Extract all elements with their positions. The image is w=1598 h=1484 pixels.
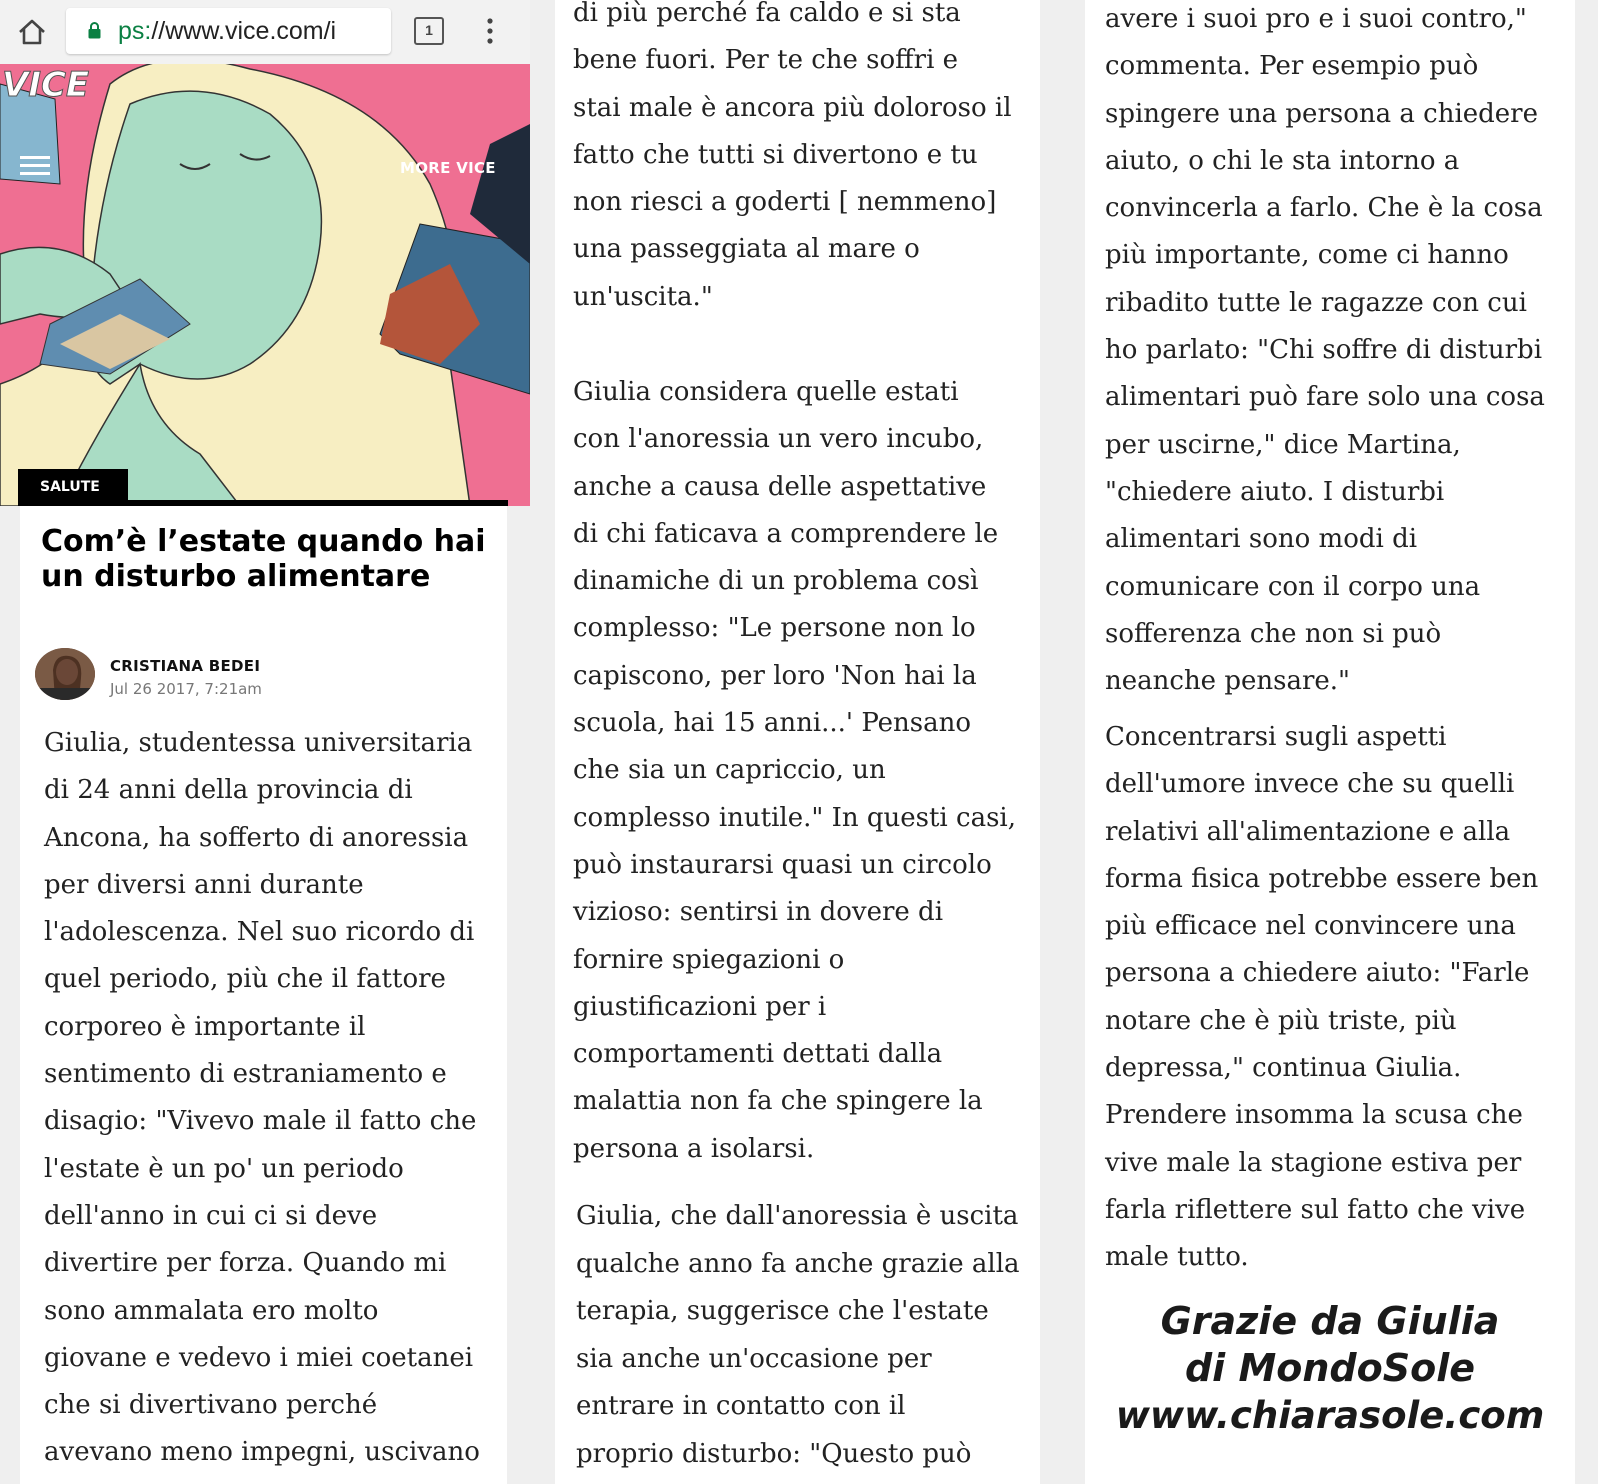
- text-line: alimentari sono modi di: [1105, 524, 1418, 555]
- text-line: corporeo è importante il: [44, 1011, 366, 1042]
- article-column-left: [0, 0, 530, 1484]
- text-line: anche a causa delle aspettative: [573, 471, 987, 502]
- text-line: convincerla a farlo. Che è la cosa: [1105, 193, 1543, 224]
- text-line: relativi all'alimentazione e alla: [1105, 816, 1511, 847]
- illustration-woman-eating-postcards: [0, 64, 530, 506]
- text-line: proprio disturbo: "Questo può: [576, 1438, 972, 1469]
- text-line: complesso inutile." In questi casi,: [573, 802, 1016, 833]
- text-line: sentimento di estraniamento e: [44, 1059, 447, 1090]
- vice-logo[interactable]: [0, 64, 135, 102]
- text-line: bene fuori. Per te che soffri e: [573, 45, 959, 76]
- text-line: forma fisica potrebbe essere ben: [1105, 863, 1539, 894]
- text-line: "chiedere aiuto. I disturbi: [1105, 476, 1445, 507]
- text-line: per diversi anni durante: [44, 869, 364, 900]
- text-line: sia anche un'occasione per: [576, 1343, 932, 1374]
- svg-text:VICE: VICE: [2, 65, 90, 102]
- text-line: neanche pensare.": [1105, 666, 1350, 697]
- article-body-col2-p2: [573, 369, 1016, 1173]
- category-rule: [18, 500, 508, 506]
- text-line: commenta. Per esempio può: [1105, 51, 1479, 82]
- text-line: stai male è ancora più doloroso il: [573, 92, 1012, 123]
- text-line: di chi faticava a comprendere le: [573, 518, 999, 549]
- text-line: qualche anno fa anche grazie alla: [576, 1248, 1020, 1279]
- text-line: sofferenza che non si può: [1105, 618, 1442, 649]
- article-title: Com’è l’estate quando hai un disturbo alimentare: [41, 524, 486, 594]
- text-line: non riesci a goderti [ nemmeno]: [573, 187, 997, 218]
- text-line: una passeggiata al mare o: [573, 234, 920, 265]
- text-line: fornire spiegazioni o: [573, 944, 845, 975]
- text-line: persona a chiedere aiuto: "Farle: [1105, 958, 1530, 989]
- credit-line-website: www.chiarasole.com: [1115, 1394, 1545, 1437]
- text-line: dell'umore invece che su quelli: [1105, 769, 1515, 800]
- text-line: comportamenti dettati dalla: [573, 1039, 943, 1070]
- text-line: alimentari può fare solo una cosa: [1105, 382, 1545, 413]
- text-line: sono ammalata ero molto: [44, 1295, 379, 1326]
- text-line: disagio: "Vivevo male il fatto che: [44, 1106, 477, 1137]
- tab-switcher-button[interactable]: 1: [414, 17, 444, 45]
- text-line: male tutto.: [1105, 1242, 1249, 1273]
- text-line: depressa," continua Giulia.: [1105, 1053, 1462, 1084]
- address-bar[interactable]: [66, 8, 391, 54]
- overflow-menu-icon[interactable]: [486, 16, 494, 46]
- article-body-col2-p3: [576, 1193, 1020, 1478]
- more-vice-link[interactable]: MORE VICE: [400, 159, 496, 177]
- text-line: ho parlato: "Chi soffre di disturbi: [1105, 335, 1543, 366]
- article-column-right: [1085, 0, 1575, 1484]
- text-line: entrare in contatto con il: [576, 1391, 906, 1421]
- article-body-col1: [44, 720, 480, 1477]
- text-line: che si divertivano perché: [44, 1390, 378, 1421]
- text-line: di 24 anni della provincia di: [44, 775, 413, 806]
- text-line: scuola, hai 15 anni...' Pensano: [573, 708, 972, 739]
- text-line: Giulia considera quelle estati: [573, 377, 959, 407]
- text-line: dinamiche di un problema così: [573, 566, 979, 597]
- author-avatar[interactable]: [35, 648, 95, 700]
- credit-watermark: [1085, 1298, 1575, 1439]
- text-line: terapia, suggerisce che l'estate: [576, 1296, 989, 1326]
- author-name[interactable]: CRISTIANA BEDEI: [110, 657, 261, 675]
- credit-line-author: di MondoSole: [1184, 1346, 1475, 1390]
- text-line: di più perché fa caldo e si sta: [573, 0, 961, 28]
- article-column-middle: [555, 0, 1040, 1484]
- text-line: più importante, come ci hanno: [1105, 240, 1509, 271]
- publish-date: Jul 26 2017, 7:21am: [110, 680, 262, 698]
- text-line: l'estate è un po' un periodo: [44, 1153, 404, 1184]
- text-line: aiuto, o chi le sta intorno a: [1105, 145, 1460, 176]
- text-line: Giulia, studentessa universitaria: [44, 728, 473, 758]
- credit-line-thanks: Grazie da Giulia: [1160, 1299, 1500, 1343]
- browser-toolbar: [0, 0, 530, 64]
- article-body-col2-p1: [573, 0, 1012, 321]
- text-line: vive male la stagione estiva per: [1105, 1147, 1522, 1178]
- text-line: più efficace nel convincere una: [1105, 911, 1516, 942]
- article-body-col3-p1: [1105, 0, 1545, 705]
- hero-illustration: [0, 64, 530, 506]
- text-line: divertire per forza. Quando mi: [44, 1248, 447, 1279]
- text-line: avevano meno impegni, uscivano: [44, 1437, 480, 1468]
- text-line: per uscirne," dice Martina,: [1105, 429, 1461, 460]
- text-line: Concentrarsi sugli aspetti: [1105, 722, 1447, 752]
- text-line: ribadito tutte le ragazze con cui: [1105, 287, 1527, 318]
- text-line: notare che è più triste, più: [1105, 1005, 1457, 1036]
- text-line: malattia non fa che spingere la: [573, 1086, 983, 1117]
- text-line: può instaurarsi quasi un circolo: [573, 849, 992, 880]
- text-line: comunicare con il corpo una: [1105, 571, 1481, 602]
- category-badge[interactable]: SALUTE: [18, 469, 128, 506]
- text-line: complesso: "Le persone non lo: [573, 613, 976, 644]
- article-body-col3-p2: [1105, 714, 1538, 1282]
- text-line: persona a isolarsi.: [573, 1133, 815, 1164]
- text-line: un'uscita.": [573, 281, 713, 312]
- text-line: con l'anoressia un vero incubo,: [573, 424, 984, 455]
- text-line: vizioso: sentirsi in dovere di: [573, 897, 944, 928]
- text-line: Ancona, ha sofferto di anoressia: [44, 822, 469, 853]
- url-text: ps://www.vice.com/i: [118, 17, 337, 45]
- text-line: avere i suoi pro e i suoi contro,": [1105, 4, 1527, 34]
- author-photo: [35, 648, 95, 700]
- text-line: dell'anno in cui ci si deve: [44, 1200, 378, 1231]
- text-line: giovane e vedevo i miei coetanei: [44, 1342, 474, 1373]
- lock-icon: [88, 22, 101, 39]
- text-line: Giulia, che dall'anoressia è uscita: [576, 1201, 1019, 1231]
- text-line: Prendere insomma la scusa che: [1105, 1100, 1523, 1131]
- text-line: l'adolescenza. Nel suo ricordo di: [44, 917, 475, 948]
- text-line: quel periodo, più che il fattore: [44, 964, 446, 995]
- home-icon[interactable]: [16, 16, 48, 48]
- text-line: capiscono, per loro 'Non hai la: [573, 660, 977, 691]
- text-line: giustificazioni per i: [573, 991, 827, 1022]
- text-line: spingere una persona a chiedere: [1105, 98, 1538, 129]
- text-line: che sia un capriccio, un: [573, 755, 886, 786]
- text-line: fatto che tutti si divertono e tu: [573, 139, 978, 170]
- hamburger-menu-icon[interactable]: [20, 156, 50, 176]
- text-line: farla riflettere sul fatto che vive: [1105, 1194, 1526, 1225]
